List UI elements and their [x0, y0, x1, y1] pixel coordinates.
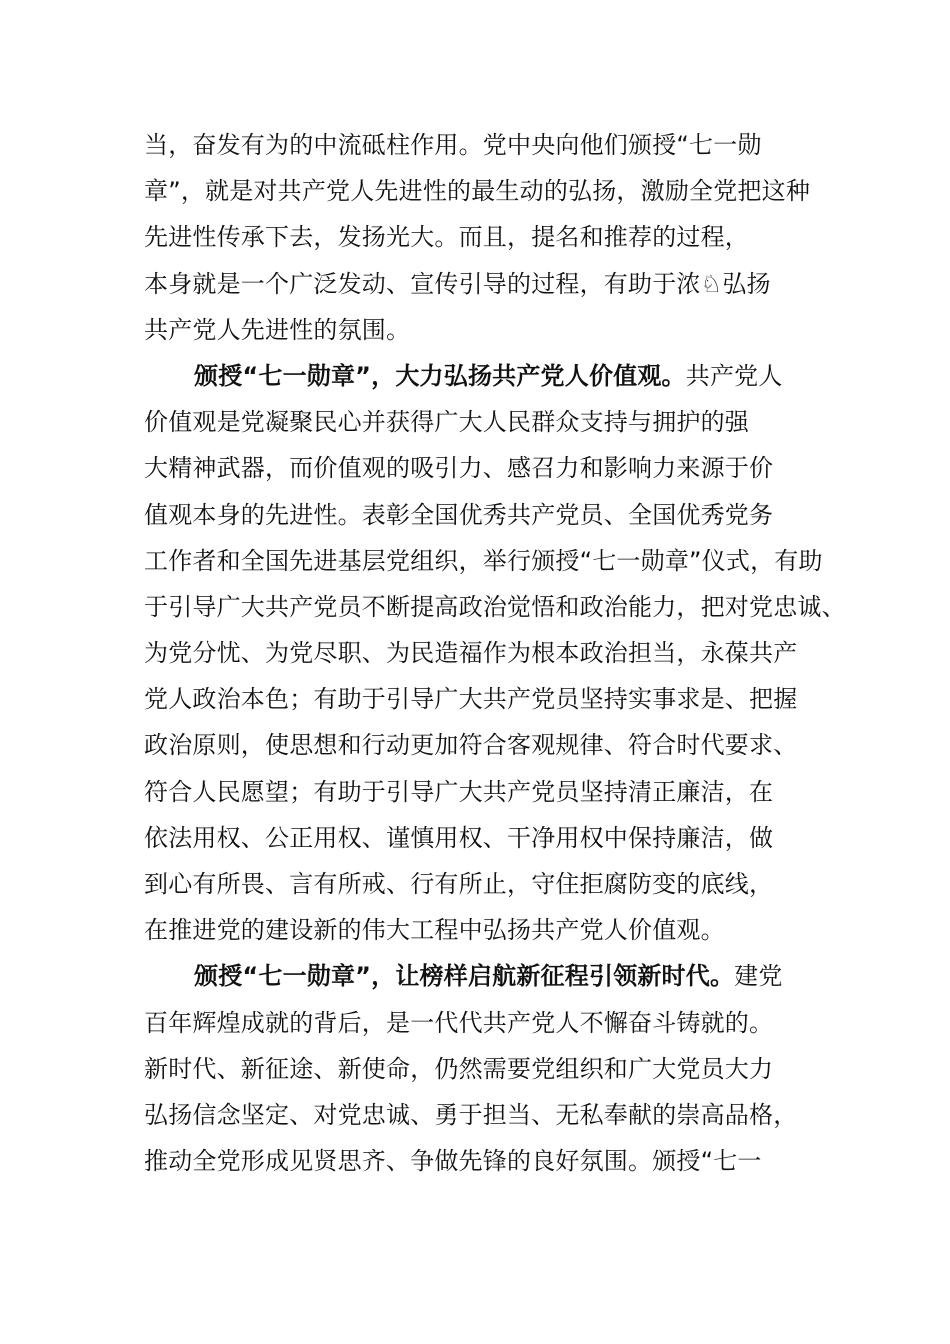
text-span: 共产党人 — [685, 361, 783, 390]
text-line: 价值观是党凝聚民心并获得广大人民群众支持与拥护的强 — [144, 408, 749, 437]
text-line: 到心有所畏、言有所戒、行有所止，守住拒腐防变的底线， — [144, 870, 774, 898]
paragraph-heading: 颁授“七一勋章”，大力弘扬共产党人价值观。 — [194, 361, 686, 390]
text-line: 党人政治本色；有助于引导广大共产党员坚持实事求是、把握 — [144, 685, 798, 714]
text-line: 符合人民愿望；有助于引导广大共产党员坚持清正廉洁，在 — [144, 777, 774, 806]
text-line: 值观本身的先进性。表彰全国优秀共产党员、全国优秀党务 — [144, 500, 774, 529]
text-line: 本身就是一个广泛发动、宣传引导的过程，有助于浓♘弘扬 — [144, 269, 771, 298]
text-line: 弘扬信念坚定、对党忠诚、勇于担当、无私奉献的崇高品格， — [144, 1100, 798, 1129]
text-line — [144, 953, 844, 999]
text-line: 于引导广大共产党员不断提高政治觉悟和政治能力，把对党忠诚、 — [144, 592, 846, 621]
text-line: 新时代、新征途、新使命，仍然需要党组织和广大党员大力 — [144, 1054, 774, 1083]
text-line: 为党分忧、为党尽职、为民造福作为根本政治担当，永葆共产 — [144, 639, 798, 668]
text-line: 先进性传承下去，发扬光大。而且，提名和推荐的过程， — [144, 223, 749, 252]
text-line: 当，奋发有为的中流砥柱作用。党中央向他们颁授“七一勋 — [144, 131, 762, 159]
text-line: 政治原则，使思想和行动更加符合客观规律、符合时代要求、 — [144, 731, 798, 760]
text-line: 大精神武器，而价值观的吸引力、感召力和影响力来源于价 — [144, 454, 774, 483]
text-line: 在推进党的建设新的伟大工程中弘扬共产党人价值观。 — [144, 916, 725, 945]
text-line: 章”，就是对共产党人先进性的最生动的弘扬，激励全党把这种 — [144, 177, 811, 206]
paragraph-3 — [144, 953, 844, 1184]
text-line: 工作者和全国先进基层党组织，举行颁授“七一勋章”仪式，有助 — [144, 546, 823, 575]
text-line: 共产党人先进性的氛围。 — [144, 315, 411, 344]
text-line — [144, 353, 844, 399]
paragraph-1 — [144, 122, 844, 353]
text-line: 推动全党形成见贤思齐、争做先锋的良好氛围。颁授“七一 — [144, 1147, 762, 1176]
paragraph-heading: 颁授“七一勋章”，让榜样启航新征程引领新时代。 — [194, 962, 735, 991]
text-span: 建党 — [734, 962, 783, 991]
paragraph-2 — [144, 353, 844, 953]
body-text — [144, 122, 844, 1184]
text-line: 百年辉煌成就的背后，是一代代共产党人不懈奋斗铸就的。 — [144, 1008, 774, 1037]
text-line: 依法用权、公正用权、谨慎用权、干净用权中保持廉洁，做 — [144, 823, 774, 852]
